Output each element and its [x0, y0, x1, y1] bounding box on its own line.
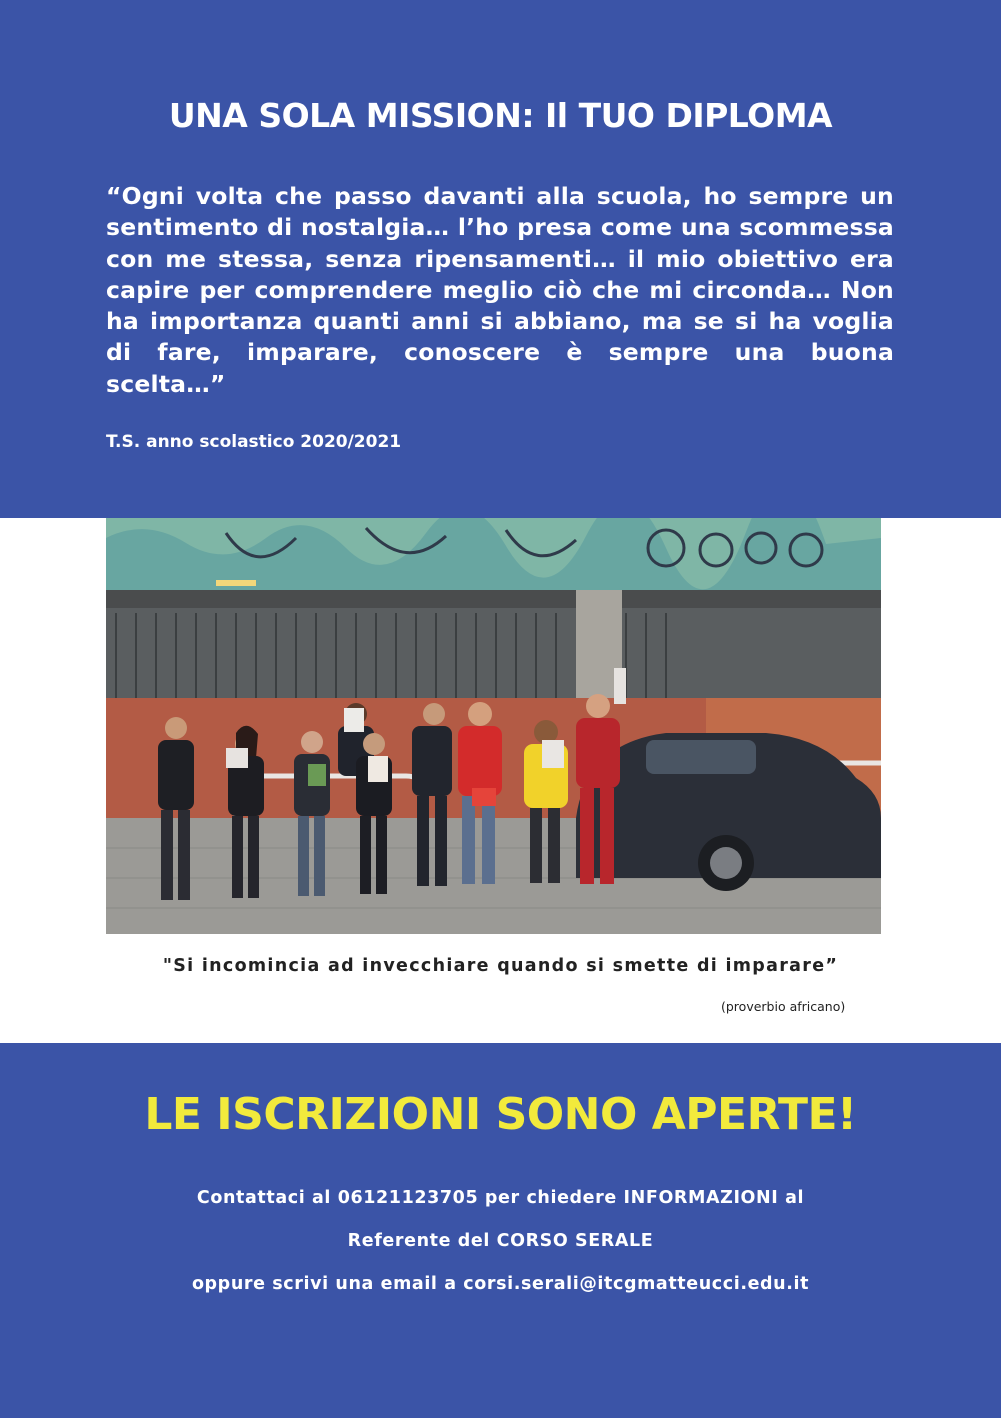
page-title: UNA SOLA MISSION: Il TUO DIPLOMA [168, 96, 833, 135]
group-photo [106, 518, 881, 934]
contact-email-line: oppure scrivi una email a corsi.serali@itcgmatteucci.edu.it [191, 1274, 810, 1294]
quote-attribution: T.S. anno scolastico 2020/2021 [106, 432, 402, 452]
testimonial-quote: “Ogni volta che passo davanti alla scuola, ho sempre un sentimento di nostalgia… l’ho presa come una scommessa con me stessa, senza ripensamenti… il mio obiettivo era capire per comprendere meglio ciò che mi circonda… Non ha importanza quanti anni si abbiano, ma se si ha voglia di fare, imparare, conoscere è sempre una buona scelta…” [106, 182, 894, 398]
contact-phone-line: Contattaci al 06121123705 per chiedere INFORMAZIONI al [196, 1188, 805, 1208]
enrollment-headline: LE ISCRIZIONI SONO APERTE! [144, 1089, 857, 1140]
contact-referent-line: Referente del CORSO SERALE [347, 1231, 654, 1251]
proverb-source: (proverbio africano) [721, 999, 846, 1014]
proverb-quote: "Si incomincia ad invecchiare quando si smette di imparare” [162, 956, 839, 976]
